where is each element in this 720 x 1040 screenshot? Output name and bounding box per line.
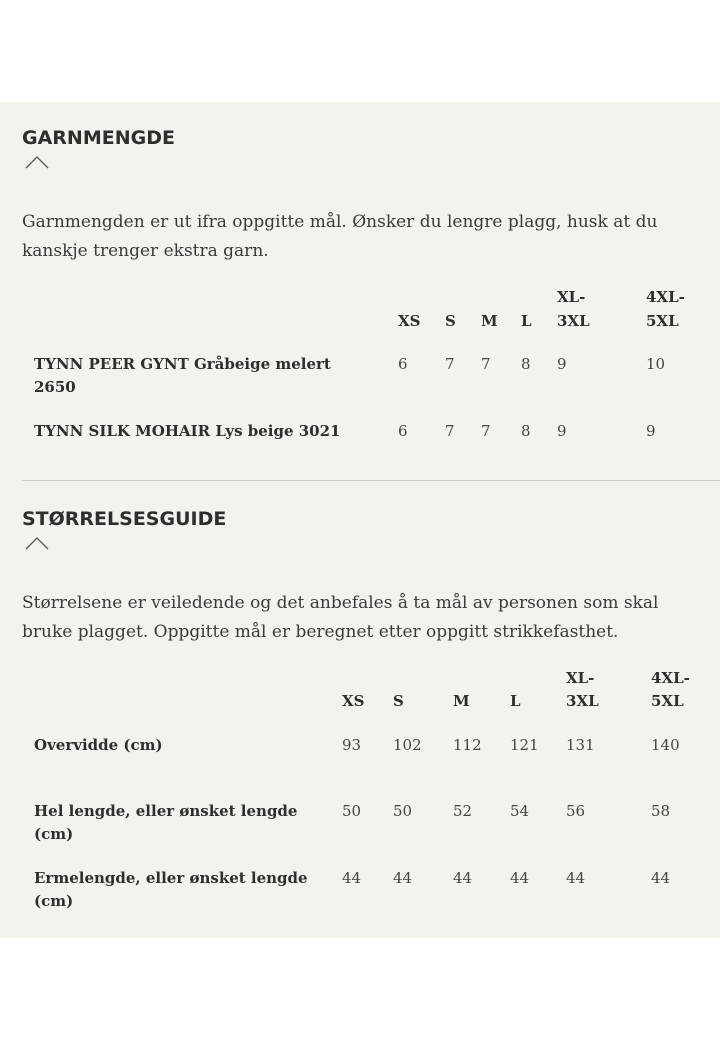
chevron-up-icon[interactable] — [25, 536, 49, 550]
size-header-s: S — [445, 312, 456, 330]
size-value-xs: 93 — [342, 736, 362, 754]
yarn-section-intro: Garnmengden er ut ifra oppgitte mål. Ønsker du lengre plagg, husk at du kanskje trenger ekstra garn. — [22, 212, 658, 261]
yarn-value-4xl-5xl: 10 — [646, 355, 666, 373]
size-value-s: 44 — [393, 869, 413, 887]
size-row-label-line1: Ermelengde, eller ønsket lengde — [34, 869, 308, 887]
size-row-label-line1: Overvidde (cm) — [34, 736, 163, 754]
size-header-4xl-5xl-line1: 4XL- — [651, 669, 690, 687]
chevron-up-icon[interactable] — [25, 155, 49, 169]
size-value-m: 44 — [453, 869, 473, 887]
yarn-value-xs: 6 — [398, 355, 408, 373]
size-row-label-line1: Hel lengde, eller ønsket lengde — [34, 802, 298, 820]
yarn-value-s: 7 — [445, 355, 455, 373]
size-value-l: 54 — [510, 802, 530, 820]
size-value-l: 121 — [510, 736, 539, 754]
size-header-xs: XS — [342, 692, 365, 710]
yarn-value-m: 7 — [481, 422, 491, 440]
size-value-s: 102 — [393, 736, 422, 754]
size-header-xl-3xl-line2: 3XL — [557, 312, 590, 330]
yarn-row-label-line1: TYNN SILK MOHAIR Lys beige 3021 — [34, 422, 341, 440]
size-value-xs: 44 — [342, 869, 362, 887]
size-value-m: 52 — [453, 802, 473, 820]
size-value-4xl-5xl: 140 — [651, 736, 680, 754]
size-header-xs: XS — [398, 312, 421, 330]
size-value-xl-3xl: 56 — [566, 802, 586, 820]
size-header-4xl-5xl-line2: 5XL — [651, 692, 684, 710]
size-header-4xl-5xl-line1: 4XL- — [646, 288, 685, 306]
size-value-m: 112 — [453, 736, 482, 754]
yarn-value-l: 8 — [521, 355, 531, 373]
yarn-value-s: 7 — [445, 422, 455, 440]
yarn-value-4xl-5xl: 9 — [646, 422, 656, 440]
size-guide-title[interactable]: STØRRELSESGUIDE — [22, 508, 227, 530]
size-value-xs: 50 — [342, 802, 362, 820]
size-value-xl-3xl: 131 — [566, 736, 595, 754]
size-row-label-line2: (cm) — [34, 892, 74, 910]
size-header-s: S — [393, 692, 404, 710]
size-header-xl-3xl-line2: 3XL — [566, 692, 599, 710]
size-header-l: L — [521, 312, 532, 330]
yarn-value-xs: 6 — [398, 422, 408, 440]
size-header-4xl-5xl-line2: 5XL — [646, 312, 679, 330]
size-header-m: M — [453, 692, 470, 710]
size-row-label-line2: (cm) — [34, 825, 74, 843]
size-header-m: M — [481, 312, 498, 330]
yarn-value-l: 8 — [521, 422, 531, 440]
yarn-value-xl-3xl: 9 — [557, 422, 567, 440]
size-value-l: 44 — [510, 869, 530, 887]
section-divider — [22, 480, 720, 481]
size-guide-intro: Størrelsene er veiledende og det anbefales å ta mål av personen som skal bruke plagget. Oppgitte mål er beregnet etter oppgitt strikkefasthet. — [22, 593, 659, 642]
size-header-xl-3xl-line1: XL- — [566, 669, 595, 687]
size-header-xl-3xl-line1: XL- — [557, 288, 586, 306]
yarn-row-label-line2: 2650 — [34, 378, 76, 396]
size-value-4xl-5xl: 58 — [651, 802, 671, 820]
size-value-xl-3xl: 44 — [566, 869, 586, 887]
yarn-value-xl-3xl: 9 — [557, 355, 567, 373]
size-value-s: 50 — [393, 802, 413, 820]
yarn-row-label-line1: TYNN PEER GYNT Gråbeige melert — [34, 355, 331, 373]
yarn-section-title[interactable]: GARNMENGDE — [22, 127, 175, 149]
size-value-4xl-5xl: 44 — [651, 869, 671, 887]
size-header-l: L — [510, 692, 521, 710]
yarn-value-m: 7 — [481, 355, 491, 373]
